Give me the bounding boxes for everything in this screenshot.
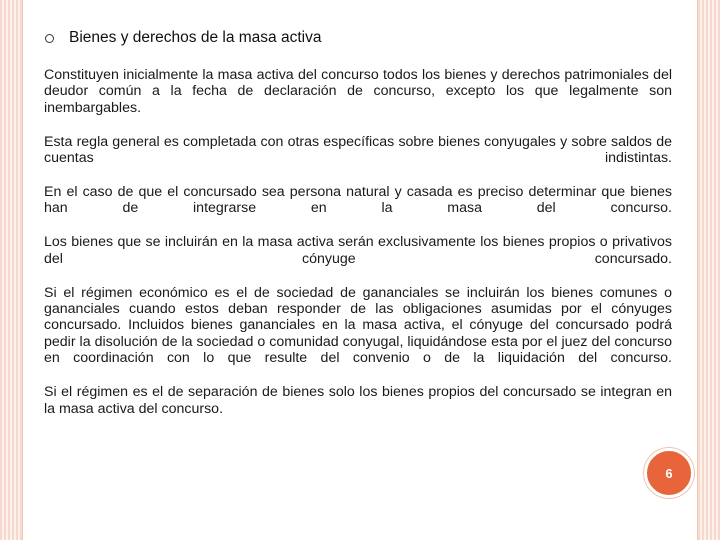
- paragraph-1: Constituyen inicialmente la masa activa del concurso todos los bienes y derechos patrimoniales del deudor común a la fecha de declaración de concurso, excepto los que legalmente son inembargables.: [44, 67, 672, 116]
- paragraph-6: Si el régimen es el de separación de bienes solo los bienes propios del concursado se integran en la masa activa del concurso.: [44, 384, 672, 417]
- paragraph-5: Si el régimen económico es el de sociedad de gananciales se incluirán los bienes comunes o gananciales cuando estos deban responder de las obligaciones asumidas por el cónyuges concursado. Incluidos bienes gananciales en la masa activa, el cónyuge del concursado podrá pedir la disolución de la sociedad o comunidad conyugal, liquidándose esta por el juez del concurso en coordinación con lo que resulte del convenio o de la liquidación del concurso.: [44, 284, 672, 367]
- paragraph-4: Los bienes que se incluirán en la masa activa serán exclusivamente los bienes propios o privativos del cónyuge concursado.: [44, 234, 672, 267]
- slide-body: [44, 67, 672, 435]
- left-decorative-border: [0, 0, 22, 540]
- paragraph-2: Esta regla general es completada con otras específicas sobre bienes conyugales y sobre saldos de cuentas indistintas.: [44, 133, 672, 167]
- right-decorative-border: [698, 0, 720, 540]
- slide-title: Bienes y derechos de la masa activa: [69, 29, 322, 46]
- slide-heading: [42, 28, 321, 48]
- paragraph-3: En el caso de que el concursado sea persona natural y casada es preciso determinar que bienes han de integrarse en la masa del concurso.: [44, 184, 672, 217]
- circle-bullet-icon: [45, 34, 54, 43]
- page-number-badge: [644, 448, 694, 498]
- page-number: 6: [665, 465, 673, 481]
